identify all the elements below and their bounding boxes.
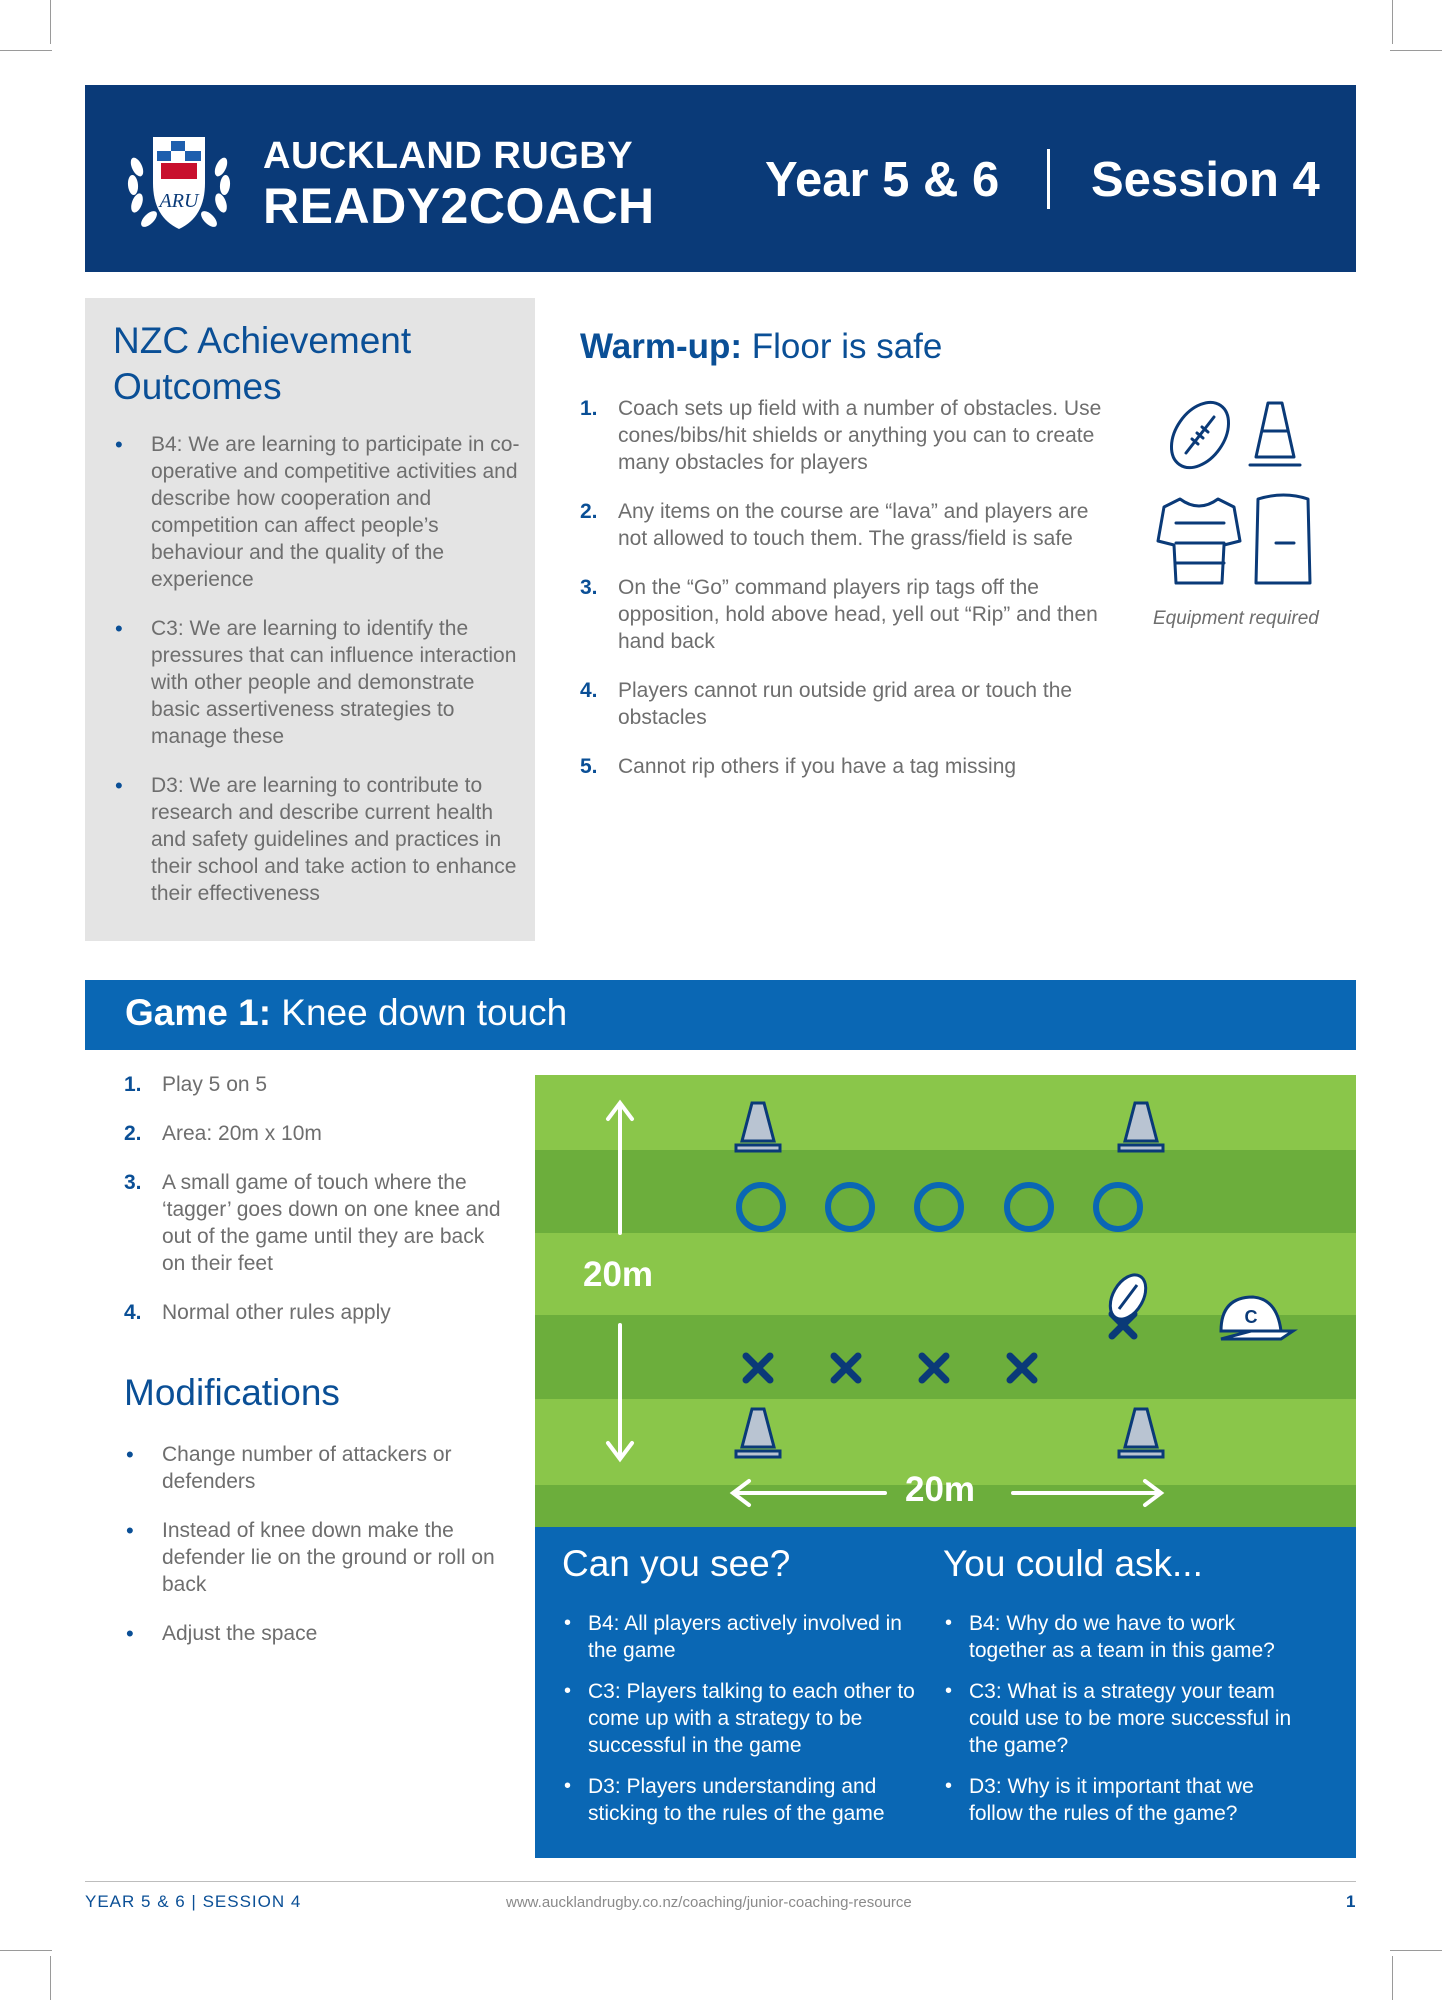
- list-item: • Change number of attackers or defenders: [126, 1442, 452, 1493]
- list-item: 5. Cannot rip others if you have a tag missing: [580, 755, 1017, 778]
- can-you-see-list: [562, 1610, 922, 1841]
- list-item: • D3: Players understanding and sticking to the rules of the game: [564, 1775, 885, 1825]
- equipment-label: Equipment required: [1153, 608, 1319, 629]
- can-you-see-title: Can you see?: [562, 1543, 791, 1584]
- list-item: • D3: We are learning to contribute to research and describe current health and safety guidelines and practices in their school and take action to enhance their effectiveness: [115, 773, 517, 905]
- header-divider: [1047, 149, 1050, 209]
- footer-url-link[interactable]: www.aucklandrugby.co.nz/coaching/junior-coaching-resource: [506, 1894, 912, 1911]
- hit-shield-icon: [1256, 495, 1310, 583]
- field-length-label: 20m: [583, 1255, 654, 1294]
- nzc-outcomes-panel: [85, 298, 535, 941]
- warmup-title: Warm-up: Floor is safe: [580, 327, 943, 366]
- bullet-icon: •: [945, 1775, 953, 1797]
- session-label: Session 4: [1091, 153, 1320, 207]
- crop-mark: [1390, 1950, 1442, 1951]
- bullet-icon: •: [945, 1612, 953, 1634]
- rugby-ball-icon: [1160, 395, 1241, 478]
- list-item: 1. Play 5 on 5: [124, 1073, 268, 1096]
- you-could-ask-title: You could ask...: [943, 1543, 1203, 1584]
- crop-mark: [0, 50, 52, 51]
- warmup-steps: [580, 395, 1120, 802]
- nzc-outcomes-list: [113, 431, 523, 929]
- list-item: • C3: Players talking to each other to come up with a strategy to be successful in the game: [564, 1680, 915, 1757]
- list-item: 1. Coach sets up field with a number of obstacles. Use cones/bibs/hit shields or anything you can to create many obstacles for players: [580, 397, 1102, 474]
- list-item: • Instead of knee down make the defender lie on the ground or roll on back: [126, 1518, 495, 1596]
- list-item: • Adjust the space: [126, 1621, 318, 1646]
- modifications-title: Modifications: [124, 1372, 340, 1413]
- bullet-icon: •: [564, 1775, 572, 1797]
- footer-session-label: YEAR 5 & 6 | SESSION 4: [85, 1892, 302, 1911]
- year-label: Year 5 & 6: [765, 153, 1000, 207]
- page-number: 1: [1346, 1892, 1356, 1911]
- list-item: • C3: What is a strategy your team could use to be more successful in the game?: [945, 1680, 1292, 1757]
- list-item: 4. Players cannot run outside grid area or touch the obstacles: [580, 679, 1073, 729]
- list-item: • B4: Why do we have to work together as a team in this game?: [945, 1612, 1275, 1662]
- observation-panel: [535, 1527, 1356, 1858]
- crop-mark: [1392, 0, 1393, 44]
- svg-text:C: C: [1244, 1307, 1258, 1327]
- list-item: 3. A small game of touch where the ‘tagger’ goes down on one knee and out of the game until they are back on their feet: [124, 1171, 501, 1275]
- bullet-icon: •: [564, 1612, 572, 1634]
- crop-mark: [50, 1956, 51, 2000]
- game-title: Game 1: Knee down touch: [125, 992, 568, 1033]
- list-item: • B4: All players actively involved in the game: [564, 1612, 902, 1662]
- brand-subtitle: READY2COACH: [263, 178, 655, 234]
- bullet-icon: •: [115, 773, 123, 798]
- crest-monogram: ARU: [159, 190, 199, 212]
- field-width-label: 20m: [905, 1470, 976, 1509]
- header-banner: [85, 85, 1356, 272]
- bullet-icon: •: [945, 1680, 953, 1702]
- modifications-list: [124, 1441, 504, 1669]
- game-title-bar: [85, 980, 1356, 1050]
- list-item: • C3: We are learning to identify the pressures that can influence interaction with other people and demonstrate basic assertiveness strategies to manage these: [115, 616, 517, 748]
- bullet-icon: •: [126, 1621, 134, 1646]
- bullet-icon: •: [126, 1518, 134, 1543]
- jersey-icon: [1158, 499, 1240, 583]
- crop-mark: [0, 1950, 52, 1951]
- field-diagram: [535, 1075, 1356, 1527]
- you-could-ask-list: [943, 1610, 1313, 1841]
- cone-icon: [1250, 403, 1300, 465]
- bullet-icon: •: [115, 432, 123, 457]
- nzc-title: NZC Achievement Outcomes: [113, 320, 412, 407]
- list-item: • B4: We are learning to participate in co-operative and competitive activities and describe how cooperation and competition can affect people’s behaviour and the quality of the experience: [115, 432, 520, 591]
- equipment-icons: [1150, 395, 1330, 635]
- brand-title: AUCKLAND RUGBY: [263, 135, 634, 177]
- list-item: • D3: Why is it important that we follow the rules of the game?: [945, 1775, 1254, 1825]
- list-item: 3. On the “Go” command players rip tags off the opposition, hold above head, yell out “Rip” and then hand back: [580, 576, 1098, 653]
- bullet-icon: •: [126, 1442, 134, 1467]
- game-steps: [124, 1071, 504, 1348]
- footer-divider: [85, 1881, 1356, 1882]
- list-item: 2. Area: 20m x 10m: [124, 1122, 322, 1145]
- bullet-icon: •: [115, 616, 123, 641]
- crop-mark: [1390, 50, 1442, 51]
- crop-mark: [1392, 1956, 1393, 2000]
- auckland-rugby-crest-logo: [123, 127, 235, 239]
- bullet-icon: •: [564, 1680, 572, 1702]
- list-item: 4. Normal other rules apply: [124, 1301, 391, 1324]
- list-item: 2. Any items on the course are “lava” and players are not allowed to touch them. The grass/field is safe: [580, 500, 1089, 550]
- crop-mark: [50, 0, 51, 44]
